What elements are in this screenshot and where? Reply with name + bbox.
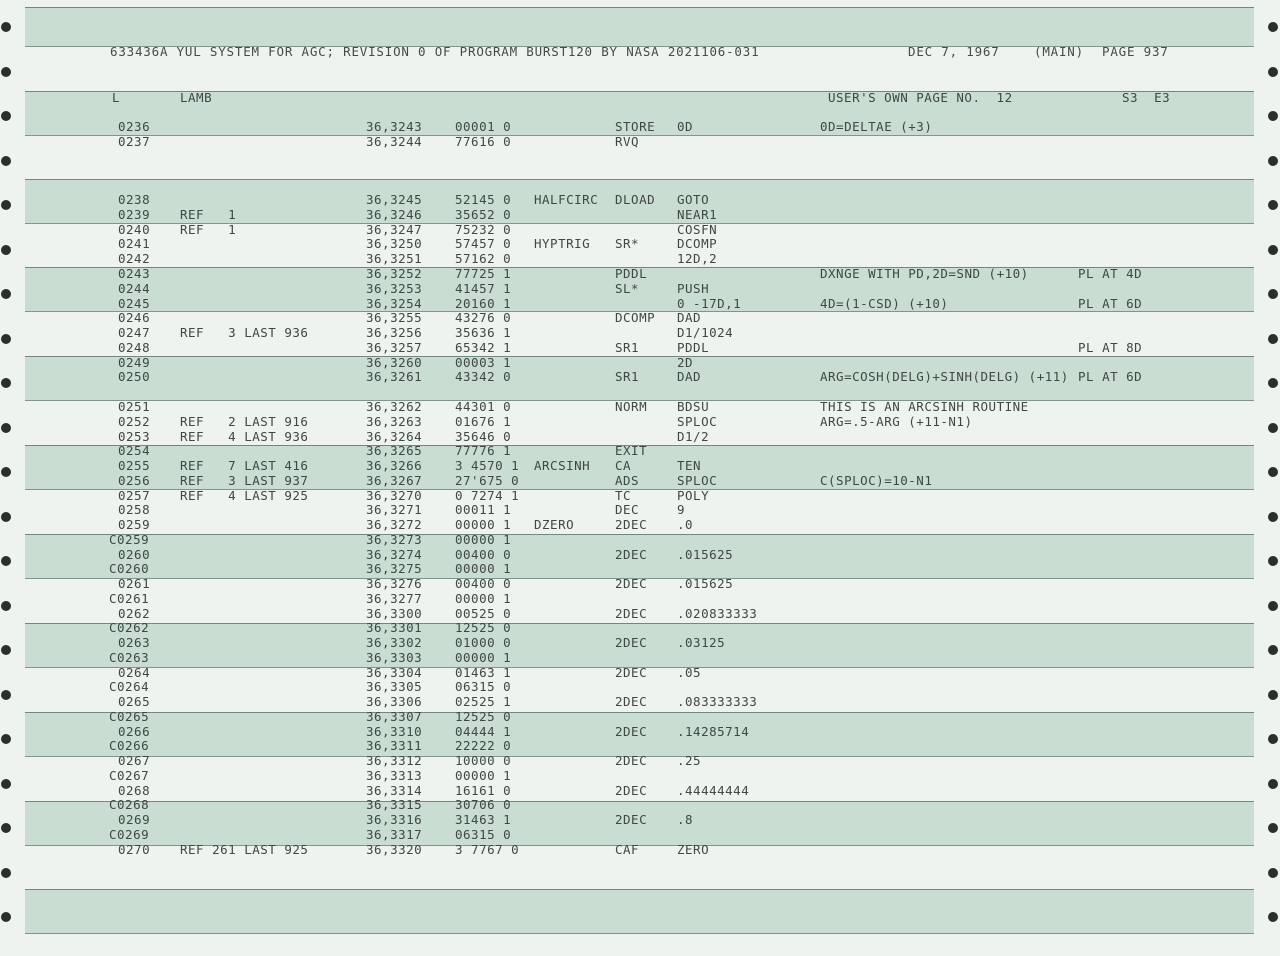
tractor-hole [1268,67,1278,77]
listing-line [0,517,1280,532]
opcode: SR1 [615,340,640,355]
octal-word: 00000 1 [455,768,512,783]
line-number: C0259 [109,532,150,547]
octal-word: 04444 1 [455,724,512,739]
octal-word: 12525 0 [455,620,512,635]
octal-word: 27'675 0 [455,473,520,488]
operand: DCOMP [677,236,718,251]
address: 36,3247 [366,222,423,237]
listing-line [0,753,1280,768]
octal-word: 35652 0 [455,207,512,222]
address: 36,3273 [366,532,423,547]
address: 36,3253 [366,281,423,296]
tractor-hole [1268,156,1278,166]
listing-line [0,827,1280,842]
line-number: 0257 [118,488,151,503]
address: 36,3272 [366,517,423,532]
line-number: 0246 [118,310,151,325]
octal-word: 02525 1 [455,694,512,709]
line-number: 0262 [118,606,151,621]
address: 36,3310 [366,724,423,739]
line-number: 0245 [118,296,151,311]
listing-line [0,325,1280,340]
address: 36,3251 [366,251,423,266]
octal-word: 77776 1 [455,443,512,458]
opcode: 2DEC [615,783,648,798]
operand: .015625 [677,576,734,591]
address: 36,3311 [366,738,423,753]
line-number: 0250 [118,369,151,384]
listing-line [0,665,1280,680]
listing-line [0,709,1280,724]
listing-line [0,797,1280,812]
operand: PUSH [677,281,710,296]
octal-word: 06315 0 [455,679,512,694]
address: 36,3252 [366,266,423,281]
operand: 9 [677,502,686,517]
listing-line [0,842,1280,857]
line-number: C0267 [109,768,150,783]
greenbar-band [25,7,1254,47]
octal-word: 00525 0 [455,606,512,621]
greenbar-band [25,889,1254,934]
line-number: 0259 [118,517,151,532]
tractor-hole [1268,868,1278,878]
opcode: DEC [615,502,640,517]
line-number: 0256 [118,473,151,488]
line-number: 0249 [118,355,151,370]
operand: 12D,2 [677,251,718,266]
octal-word: 00011 1 [455,502,512,517]
address: 36,3277 [366,591,423,606]
line-number: C0266 [109,738,150,753]
listing-line [0,134,1280,149]
address: 36,3275 [366,561,423,576]
tractor-hole [1,156,11,166]
pushdown-note: PL AT 8D [1078,340,1143,355]
ref-field: REF 3 LAST 937 [180,473,309,488]
address: 36,3262 [366,399,423,414]
octal-word: 75232 0 [455,222,512,237]
address: 36,3276 [366,576,423,591]
listing-line [0,251,1280,266]
listing-line [0,119,1280,134]
line-number: 0244 [118,281,151,296]
line-number: 0253 [118,429,151,444]
label: HYPTRIG [534,236,591,251]
octal-word: 12525 0 [455,709,512,724]
ref-field: REF 2 LAST 916 [180,414,309,429]
address: 36,3316 [366,812,423,827]
ref-field: REF 4 LAST 925 [180,488,309,503]
listing-line [0,620,1280,635]
address: 36,3312 [366,753,423,768]
octal-word: 52145 0 [455,192,512,207]
opcode: 2DEC [615,724,648,739]
subheader-right: S3 E3 [1122,90,1171,105]
listing-line [0,310,1280,325]
header-main: (MAIN) [1034,44,1084,59]
line-number: 0241 [118,236,151,251]
operand: 0D [677,119,694,134]
address: 36,3315 [366,797,423,812]
operand: .020833333 [677,606,758,621]
address: 36,3246 [366,207,423,222]
line-number: C0265 [109,709,150,724]
line-number: 0248 [118,340,151,355]
octal-word: 22222 0 [455,738,512,753]
octal-word: 57457 0 [455,236,512,251]
operand: .03125 [677,635,726,650]
address: 36,3307 [366,709,423,724]
operand: DAD [677,310,702,325]
operand: TEN [677,458,702,473]
line-number: C0261 [109,591,150,606]
address: 36,3274 [366,547,423,562]
header-date: DEC 7, 1967 [908,44,1000,59]
address: 36,3244 [366,134,423,149]
line-number: 0243 [118,266,151,281]
label: DZERO [534,517,575,532]
line-number: 0266 [118,724,151,739]
listing-line [0,532,1280,547]
octal-word: 0 7274 1 [455,488,520,503]
operand: .0 [677,517,694,532]
line-number: 0270 [118,842,151,857]
tractor-hole [1268,912,1278,922]
address: 36,3306 [366,694,423,709]
opcode: 2DEC [615,576,648,591]
comment: 0D=DELTAE (+3) [820,119,933,134]
line-number: 0261 [118,576,151,591]
listing-line [0,547,1280,562]
octal-word: 65342 1 [455,340,512,355]
opcode: STORE [615,119,656,134]
operand: D1/1024 [677,325,734,340]
ref-field: REF 1 [180,222,237,237]
address: 36,3301 [366,620,423,635]
listing-line [0,281,1280,296]
address: 36,3300 [366,606,423,621]
listing-line [0,606,1280,621]
line-number: 0260 [118,547,151,562]
line-number: C0269 [109,827,150,842]
address: 36,3303 [366,650,423,665]
address: 36,3304 [366,665,423,680]
pushdown-note: PL AT 6D [1078,296,1143,311]
line-number: 0240 [118,222,151,237]
listing-line [0,738,1280,753]
opcode: 2DEC [615,665,648,680]
listing-line [0,399,1280,414]
comment: C(SPLOC)=10-N1 [820,473,933,488]
operand: 0 -17D,1 [677,296,742,311]
operand: SPLOC [677,414,718,429]
listing-line [0,340,1280,355]
ref-field: REF 3 LAST 936 [180,325,309,340]
octal-word: 01676 1 [455,414,512,429]
comment: ARG=.5-ARG (+11-N1) [820,414,973,429]
line-number: 0252 [118,414,151,429]
listing-line [0,236,1280,251]
opcode: SR* [615,236,640,251]
tractor-hole [1,22,11,32]
address: 36,3263 [366,414,423,429]
opcode: SL* [615,281,640,296]
listing-line [0,502,1280,517]
listing-line [0,591,1280,606]
operand: .8 [677,812,694,827]
operand: SPLOC [677,473,718,488]
operand: .14285714 [677,724,750,739]
octal-word: 43342 0 [455,369,512,384]
listing-line [0,458,1280,473]
octal-word: 10000 0 [455,753,512,768]
operand: COSFN [677,222,718,237]
line-number: C0262 [109,620,150,635]
octal-word: 00000 1 [455,591,512,606]
operand: PDDL [677,340,710,355]
operand: POLY [677,488,710,503]
octal-word: 00400 0 [455,547,512,562]
listing-line [0,355,1280,370]
octal-word: 00400 0 [455,576,512,591]
operand: .083333333 [677,694,758,709]
line-number: C0263 [109,650,150,665]
opcode: 2DEC [615,606,648,621]
address: 36,3254 [366,296,423,311]
listing-line [0,192,1280,207]
line-number: 0247 [118,325,151,340]
octal-word: 06315 0 [455,827,512,842]
octal-word: 77725 1 [455,266,512,281]
octal-word: 30706 0 [455,797,512,812]
operand: BDSU [677,399,710,414]
octal-word: 01463 1 [455,665,512,680]
listing-line [0,429,1280,444]
line-number: 0264 [118,665,151,680]
address: 36,3243 [366,119,423,134]
line-number: 0238 [118,192,151,207]
pushdown-note: PL AT 6D [1078,369,1143,384]
opcode: 2DEC [615,812,648,827]
octal-word: 41457 1 [455,281,512,296]
address: 36,3260 [366,355,423,370]
address: 36,3261 [366,369,423,384]
address: 36,3302 [366,635,423,650]
opcode: SR1 [615,369,640,384]
address: 36,3313 [366,768,423,783]
opcode: DCOMP [615,310,656,325]
listing-line [0,222,1280,237]
listing-line [0,561,1280,576]
operand: .015625 [677,547,734,562]
address: 36,3317 [366,827,423,842]
ref-field: REF 7 LAST 416 [180,458,309,473]
octal-word: 00000 1 [455,561,512,576]
line-number: C0268 [109,797,150,812]
listing-line [0,473,1280,488]
octal-word: 77616 0 [455,134,512,149]
address: 36,3245 [366,192,423,207]
listing-line [0,635,1280,650]
listing-line [0,369,1280,384]
address: 36,3250 [366,236,423,251]
listing-line [0,768,1280,783]
line-number: 0267 [118,753,151,768]
comment: THIS IS AN ARCSINH ROUTINE [820,399,1029,414]
octal-word: 31463 1 [455,812,512,827]
listing-line [0,296,1280,311]
octal-word: 01000 0 [455,635,512,650]
tractor-hole [1,67,11,77]
opcode: ADS [615,473,640,488]
operand: 2D [677,355,694,370]
pushdown-note: PL AT 4D [1078,266,1143,281]
listing-line [0,414,1280,429]
operand: D1/2 [677,429,710,444]
address: 36,3320 [366,842,423,857]
listing-line [0,650,1280,665]
listing-line [0,783,1280,798]
line-number: 0239 [118,207,151,222]
operand: .44444444 [677,783,750,798]
comment: DXNGE WITH PD,2D=SND (+10) [820,266,1029,281]
tractor-hole [1,868,11,878]
octal-word: 3 4570 1 [455,458,520,473]
listing-line [0,694,1280,709]
address: 36,3265 [366,443,423,458]
operand: .25 [677,753,702,768]
line-number: 0263 [118,635,151,650]
subheader-left: L [112,90,121,105]
address: 36,3271 [366,502,423,517]
line-number: 0255 [118,458,151,473]
operand: NEAR1 [677,207,718,222]
octal-word: 00003 1 [455,355,512,370]
line-number: C0260 [109,561,150,576]
band-rule [25,933,1254,934]
subheader-user-page: USER'S OWN PAGE NO. 12 [828,90,1013,105]
opcode: RVQ [615,134,640,149]
listing-line [0,679,1280,694]
listing-line [0,207,1280,222]
octal-word: 00000 1 [455,650,512,665]
opcode: CAF [615,842,640,857]
address: 36,3270 [366,488,423,503]
line-number: 0254 [118,443,151,458]
line-number: 0237 [118,134,151,149]
octal-word: 16161 0 [455,783,512,798]
line-number: 0236 [118,119,151,134]
octal-word: 00001 0 [455,119,512,134]
opcode: 2DEC [615,753,648,768]
octal-word: 57162 0 [455,251,512,266]
opcode: DLOAD [615,192,656,207]
opcode: 2DEC [615,517,648,532]
header-page: PAGE 937 [1102,44,1169,59]
operand: DAD [677,369,702,384]
comment: 4D=(1-CSD) (+10) [820,296,949,311]
listing-line [0,266,1280,281]
opcode: 2DEC [615,694,648,709]
octal-word: 43276 0 [455,310,512,325]
address: 36,3305 [366,679,423,694]
listing-line [0,443,1280,458]
line-number: 0269 [118,812,151,827]
octal-word: 20160 1 [455,296,512,311]
comment: ARG=COSH(DELG)+SINH(DELG) (+11) [820,369,1069,384]
octal-word: 44301 0 [455,399,512,414]
header-title: 633436A YUL SYSTEM FOR AGC; REVISION 0 OF PROGRAM BURST120 BY NASA 2021106-031 [110,44,760,59]
ref-field: REF 1 [180,207,237,222]
address: 36,3257 [366,340,423,355]
listing-line [0,488,1280,503]
tractor-hole [1268,22,1278,32]
opcode: TC [615,488,632,503]
octal-word: 35636 1 [455,325,512,340]
tractor-hole [1,912,11,922]
line-number: 0268 [118,783,151,798]
ref-field: REF 261 LAST 925 [180,842,309,857]
listing-line [0,724,1280,739]
address: 36,3255 [366,310,423,325]
line-number: C0264 [109,679,150,694]
opcode: EXIT [615,443,648,458]
operand: .05 [677,665,702,680]
opcode: 2DEC [615,547,648,562]
line-number: 0258 [118,502,151,517]
opcode: 2DEC [615,635,648,650]
opcode: NORM [615,399,648,414]
opcode: CA [615,458,632,473]
label: HALFCIRC [534,192,599,207]
opcode: PDDL [615,266,648,281]
subheader-author: LAMB [180,90,213,105]
address: 36,3264 [366,429,423,444]
address: 36,3314 [366,783,423,798]
address: 36,3256 [366,325,423,340]
ref-field: REF 4 LAST 936 [180,429,309,444]
octal-word: 00000 1 [455,517,512,532]
line-number: 0242 [118,251,151,266]
line-number: 0265 [118,694,151,709]
listing-line [0,576,1280,591]
address: 36,3267 [366,473,423,488]
octal-word: 3 7767 0 [455,842,520,857]
octal-word: 35646 0 [455,429,512,444]
operand: ZERO [677,842,710,857]
listing-line [0,812,1280,827]
octal-word: 00000 1 [455,532,512,547]
line-number: 0251 [118,399,151,414]
address: 36,3266 [366,458,423,473]
operand: GOTO [677,192,710,207]
label: ARCSINH [534,458,591,473]
